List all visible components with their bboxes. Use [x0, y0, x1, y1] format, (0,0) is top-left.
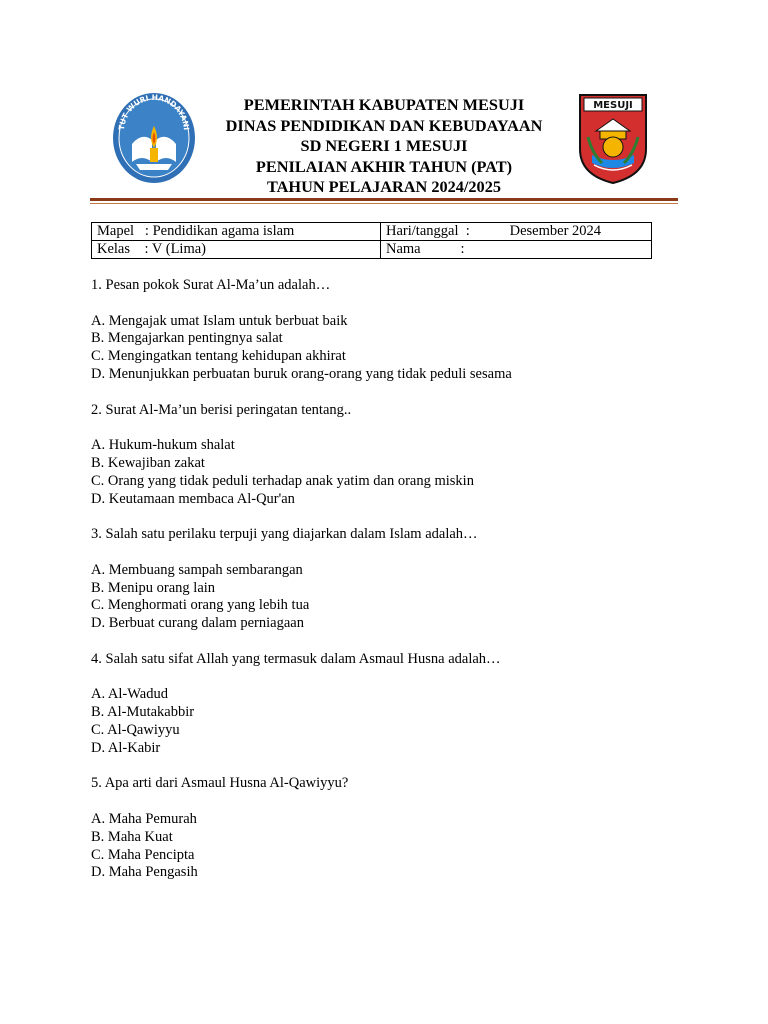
class-cell: Kelas : V (Lima) [92, 241, 381, 259]
question-stem: 5. Apa arti dari Asmaul Husna Al-Qawiyyu? [91, 775, 349, 792]
option-d: D. Berbuat curang dalam perniagaan [91, 615, 304, 632]
subject-cell: Mapel : Pendidikan agama islam [92, 223, 381, 241]
document-header [90, 88, 678, 206]
header-divider-thick [90, 198, 678, 201]
option-b: B. Al-Mutakabbir [91, 704, 195, 721]
option-c: C. Mengingatkan tentang kehidupan akhirat [91, 348, 346, 365]
header-title-block [202, 95, 566, 198]
option-b: B. Maha Kuat [91, 828, 173, 845]
question-4 [91, 651, 691, 758]
tut-wuri-handayani-logo [112, 92, 196, 184]
option-a: A. Maha Pemurah [91, 810, 197, 827]
question-2 [91, 402, 691, 509]
question-5 [91, 775, 691, 882]
header-government: PEMERINTAH KABUPATEN MESUJI [243, 95, 525, 114]
question-stem: 4. Salah satu sifat Allah yang termasuk dalam Asmaul Husna adalah… [91, 650, 501, 667]
header-divider-thin [90, 203, 678, 204]
option-d: D. Al-Kabir [91, 739, 161, 756]
option-c: C. Maha Pencipta [91, 846, 195, 863]
logo-right-caption: MESUJI [593, 100, 633, 111]
question-3 [91, 526, 691, 633]
question-stem: 2. Surat Al-Ma’un berisi peringatan tentang.. [91, 401, 352, 418]
option-a: A. Mengajak umat Islam untuk berbuat baik [91, 312, 348, 329]
option-b: B. Menipu orang lain [91, 579, 216, 596]
info-row-class [92, 241, 652, 259]
mesuji-regency-logo [578, 93, 648, 185]
option-d: D. Menunjukkan perbuatan buruk orang-orang yang tidak peduli sesama [91, 365, 512, 382]
header-department: DINAS PENDIDIKAN DAN KEBUDAYAAN [225, 115, 543, 135]
option-a: A. Membuang sampah sembarangan [91, 561, 303, 578]
question-stem: 3. Salah satu perilaku terpuji yang diajarkan dalam Islam adalah… [91, 526, 478, 543]
option-a: A. Al-Wadud [91, 686, 168, 703]
name-cell: Nama : [381, 241, 652, 259]
header-exam: PENILAIAN AKHIR TAHUN (PAT) [255, 156, 513, 176]
option-b: B. Kewajiban zakat [91, 454, 205, 471]
header-year: TAHUN PELAJARAN 2024/2025 [267, 177, 501, 196]
date-cell: Hari/tanggal : Desember 2024 [381, 223, 652, 241]
info-row-subject [92, 223, 652, 241]
question-list [91, 277, 691, 900]
header-school: SD NEGERI 1 MESUJI [300, 136, 468, 155]
option-d: D. Maha Pengasih [91, 864, 198, 881]
option-c: C. Al-Qawiyyu [91, 721, 180, 738]
question-1 [91, 277, 691, 384]
option-c: C. Menghormati orang yang lebih tua [91, 597, 310, 614]
exam-info-table [91, 222, 652, 259]
logo-left-caption: TUT WURI HANDAYANI [116, 92, 191, 131]
question-stem: 1. Pesan pokok Surat Al-Ma’un adalah… [91, 277, 331, 293]
option-b: B. Mengajarkan pentingnya salat [91, 330, 283, 347]
option-d: D. Keutamaan membaca Al-Qur'an [91, 490, 295, 507]
option-a: A. Hukum-hukum shalat [91, 437, 235, 454]
option-c: C. Orang yang tidak peduli terhadap anak yatim dan orang miskin [91, 472, 474, 489]
